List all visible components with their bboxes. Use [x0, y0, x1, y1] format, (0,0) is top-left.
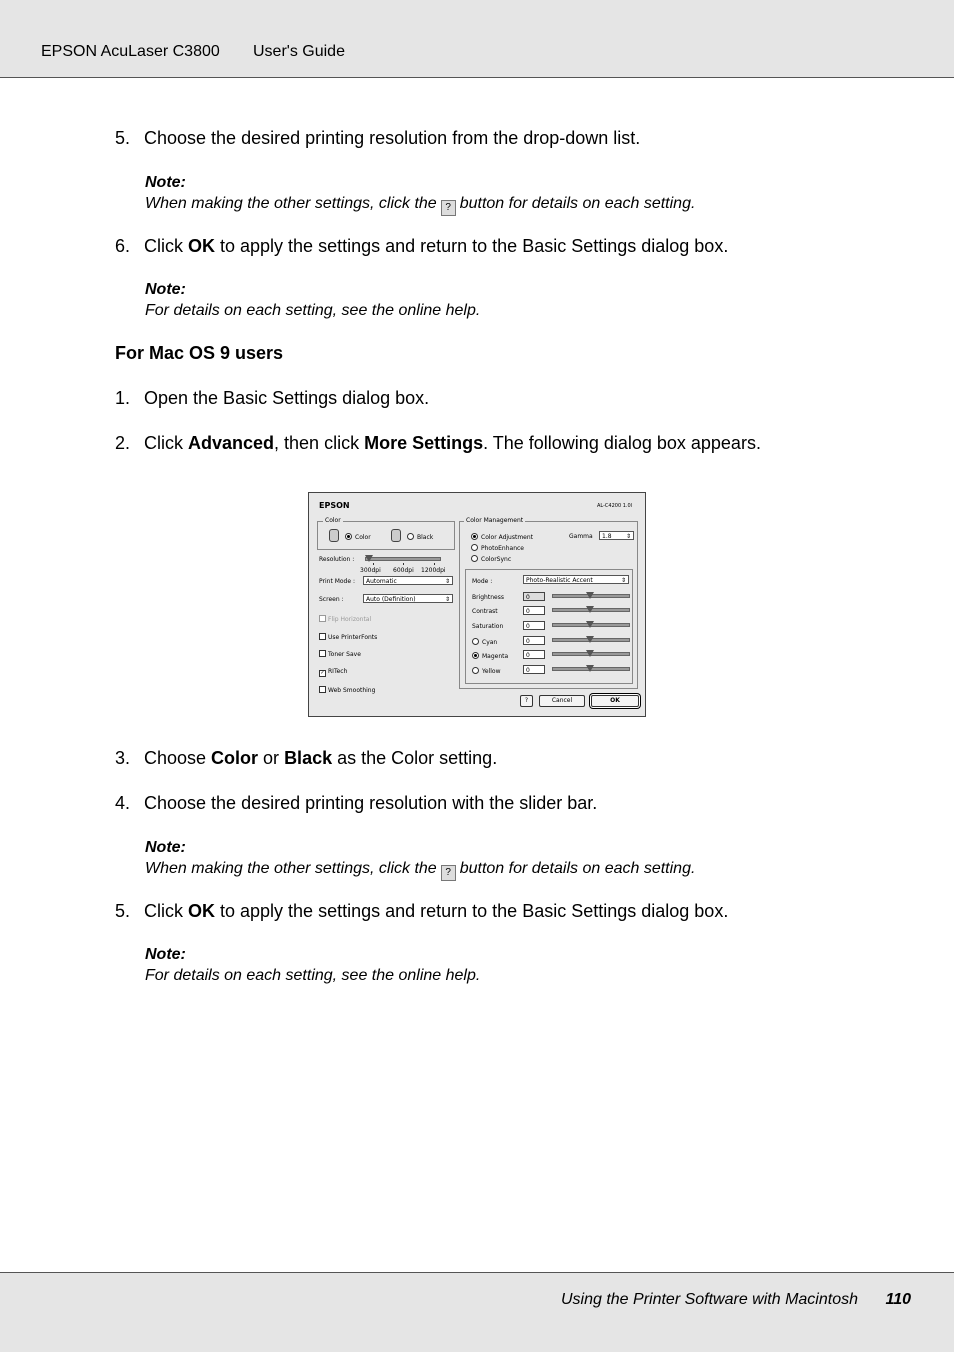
contrast-slider-thumb[interactable] [586, 606, 594, 613]
color-management-label: Color Management [466, 517, 524, 524]
popup-arrows-icon: ⇕ [620, 577, 626, 584]
color-radio[interactable] [345, 533, 352, 540]
step-2-click-advanced: 2. Click Advanced, then click More Settings. The following dialog box appears. [115, 433, 761, 453]
color-adjustment-option[interactable]: Color Adjustment [471, 533, 533, 541]
cyan-field[interactable]: 0 [523, 636, 545, 645]
color-option[interactable]: Color [329, 529, 371, 542]
photo-enhance-option[interactable]: PhotoEnhance [471, 544, 524, 552]
saturation-slider-thumb[interactable] [586, 621, 594, 628]
brightness-slider-thumb[interactable] [586, 592, 594, 599]
more-settings-dialog [308, 492, 646, 717]
section-title: Using the Printer Software with Macintosh [560, 1291, 858, 1308]
step-6-click-ok: 6. Click OK to apply the settings and return to the Basic Settings dialog box. [115, 236, 729, 256]
model-version: AL-C4200 1.0l [597, 503, 633, 509]
note-text-online-help: For details on each setting, see the online help. [145, 967, 481, 984]
note-label: Note: [145, 281, 186, 298]
help-icon: ? [441, 865, 456, 881]
note-text-online-help: For details on each setting, see the online help. [145, 302, 481, 319]
magenta-field[interactable]: 0 [523, 650, 545, 659]
section-heading: For Mac OS 9 users [115, 343, 284, 363]
step-5-choose-resolution: 5. Choose the desired printing resolution from the drop-down list. [115, 128, 641, 148]
black-cartridge-icon [391, 529, 401, 542]
gamma-select[interactable]: 1.8 ⇕ [599, 531, 634, 540]
black-radio[interactable] [407, 533, 414, 540]
page-header [0, 0, 954, 78]
checkmark-icon: ✓ [320, 670, 325, 676]
note-text-help-button: When making the other settings, click the ? button for details on each setting. [145, 860, 695, 881]
gamma-label: Gamma [569, 533, 593, 540]
colorsync-option[interactable]: ColorSync [471, 555, 511, 563]
resolution-slider[interactable] [365, 557, 441, 561]
product-name: EPSON AcuLaser C3800 [41, 43, 220, 60]
screen-select[interactable]: Auto (Definition) ⇕ [363, 594, 453, 603]
use-printer-fonts-checkbox[interactable]: Use PrinterFonts [319, 633, 377, 641]
ok-button[interactable]: OK [591, 695, 639, 707]
step-1-open-dialog: 1. Open the Basic Settings dialog box. [115, 388, 430, 408]
cyan-option[interactable]: Cyan [472, 638, 497, 646]
resolution-slider-thumb[interactable] [365, 555, 373, 562]
mode-label: Mode : [472, 578, 493, 585]
note-text-help-button: When making the other settings, click the ? button for details on each setting. [145, 195, 695, 216]
ritech-checkbox[interactable]: ✓ RITech [320, 668, 348, 676]
web-smoothing-checkbox[interactable]: Web Smoothing [319, 686, 375, 694]
note-label: Note: [145, 946, 186, 963]
step-4-choose-resolution: 4. Choose the desired printing resolution with the slider bar. [115, 793, 598, 813]
page-footer [0, 1272, 954, 1352]
res-tick-600: 600dpi [393, 567, 414, 574]
color-cartridge-icon [329, 529, 339, 542]
help-button[interactable]: ? [520, 695, 533, 707]
step-3-choose-color: 3. Choose Color or Black as the Color setting. [115, 748, 498, 768]
contrast-label: Contrast [472, 608, 498, 615]
print-mode-label: Print Mode : [319, 578, 355, 585]
note-label: Note: [145, 174, 186, 191]
cancel-button[interactable]: Cancel [539, 695, 585, 707]
black-option[interactable]: Black [391, 529, 433, 542]
magenta-slider-thumb[interactable] [586, 650, 594, 657]
res-tick-1200: 1200dpi [421, 567, 446, 574]
popup-arrows-icon: ⇕ [444, 578, 450, 585]
toner-save-checkbox[interactable]: Toner Save [319, 650, 361, 658]
cyan-slider-thumb[interactable] [586, 636, 594, 643]
help-icon: ? [441, 200, 456, 216]
saturation-label: Saturation [472, 623, 504, 630]
popup-arrows-icon: ⇕ [625, 533, 631, 540]
page-number: 110 [885, 1291, 911, 1308]
magenta-option[interactable]: Magenta [472, 652, 508, 660]
res-tick-300: 300dpi [360, 567, 381, 574]
brightness-field[interactable]: 0 [523, 592, 545, 601]
mode-select[interactable]: Photo-Realistic Accent ⇕ [523, 575, 629, 584]
brightness-label: Brightness [472, 594, 504, 601]
resolution-label: Resolution : [319, 556, 355, 563]
epson-logo: EPSON [319, 501, 350, 510]
contrast-field[interactable]: 0 [523, 606, 545, 615]
yellow-field[interactable]: 0 [523, 665, 545, 674]
yellow-slider-thumb[interactable] [586, 665, 594, 672]
saturation-field[interactable]: 0 [523, 621, 545, 630]
flip-horizontal-checkbox[interactable]: Flip Horizontal [319, 615, 371, 623]
step-5-click-ok: 5. Click OK to apply the settings and return to the Basic Settings dialog box. [115, 901, 729, 921]
popup-arrows-icon: ⇕ [444, 596, 450, 603]
note-label: Note: [145, 839, 186, 856]
guide-title: User's Guide [253, 43, 345, 60]
screen-label: Screen : [319, 596, 344, 603]
print-mode-select[interactable]: Automatic ⇕ [363, 576, 453, 585]
yellow-option[interactable]: Yellow [472, 667, 500, 675]
color-group-label: Color [325, 517, 341, 524]
